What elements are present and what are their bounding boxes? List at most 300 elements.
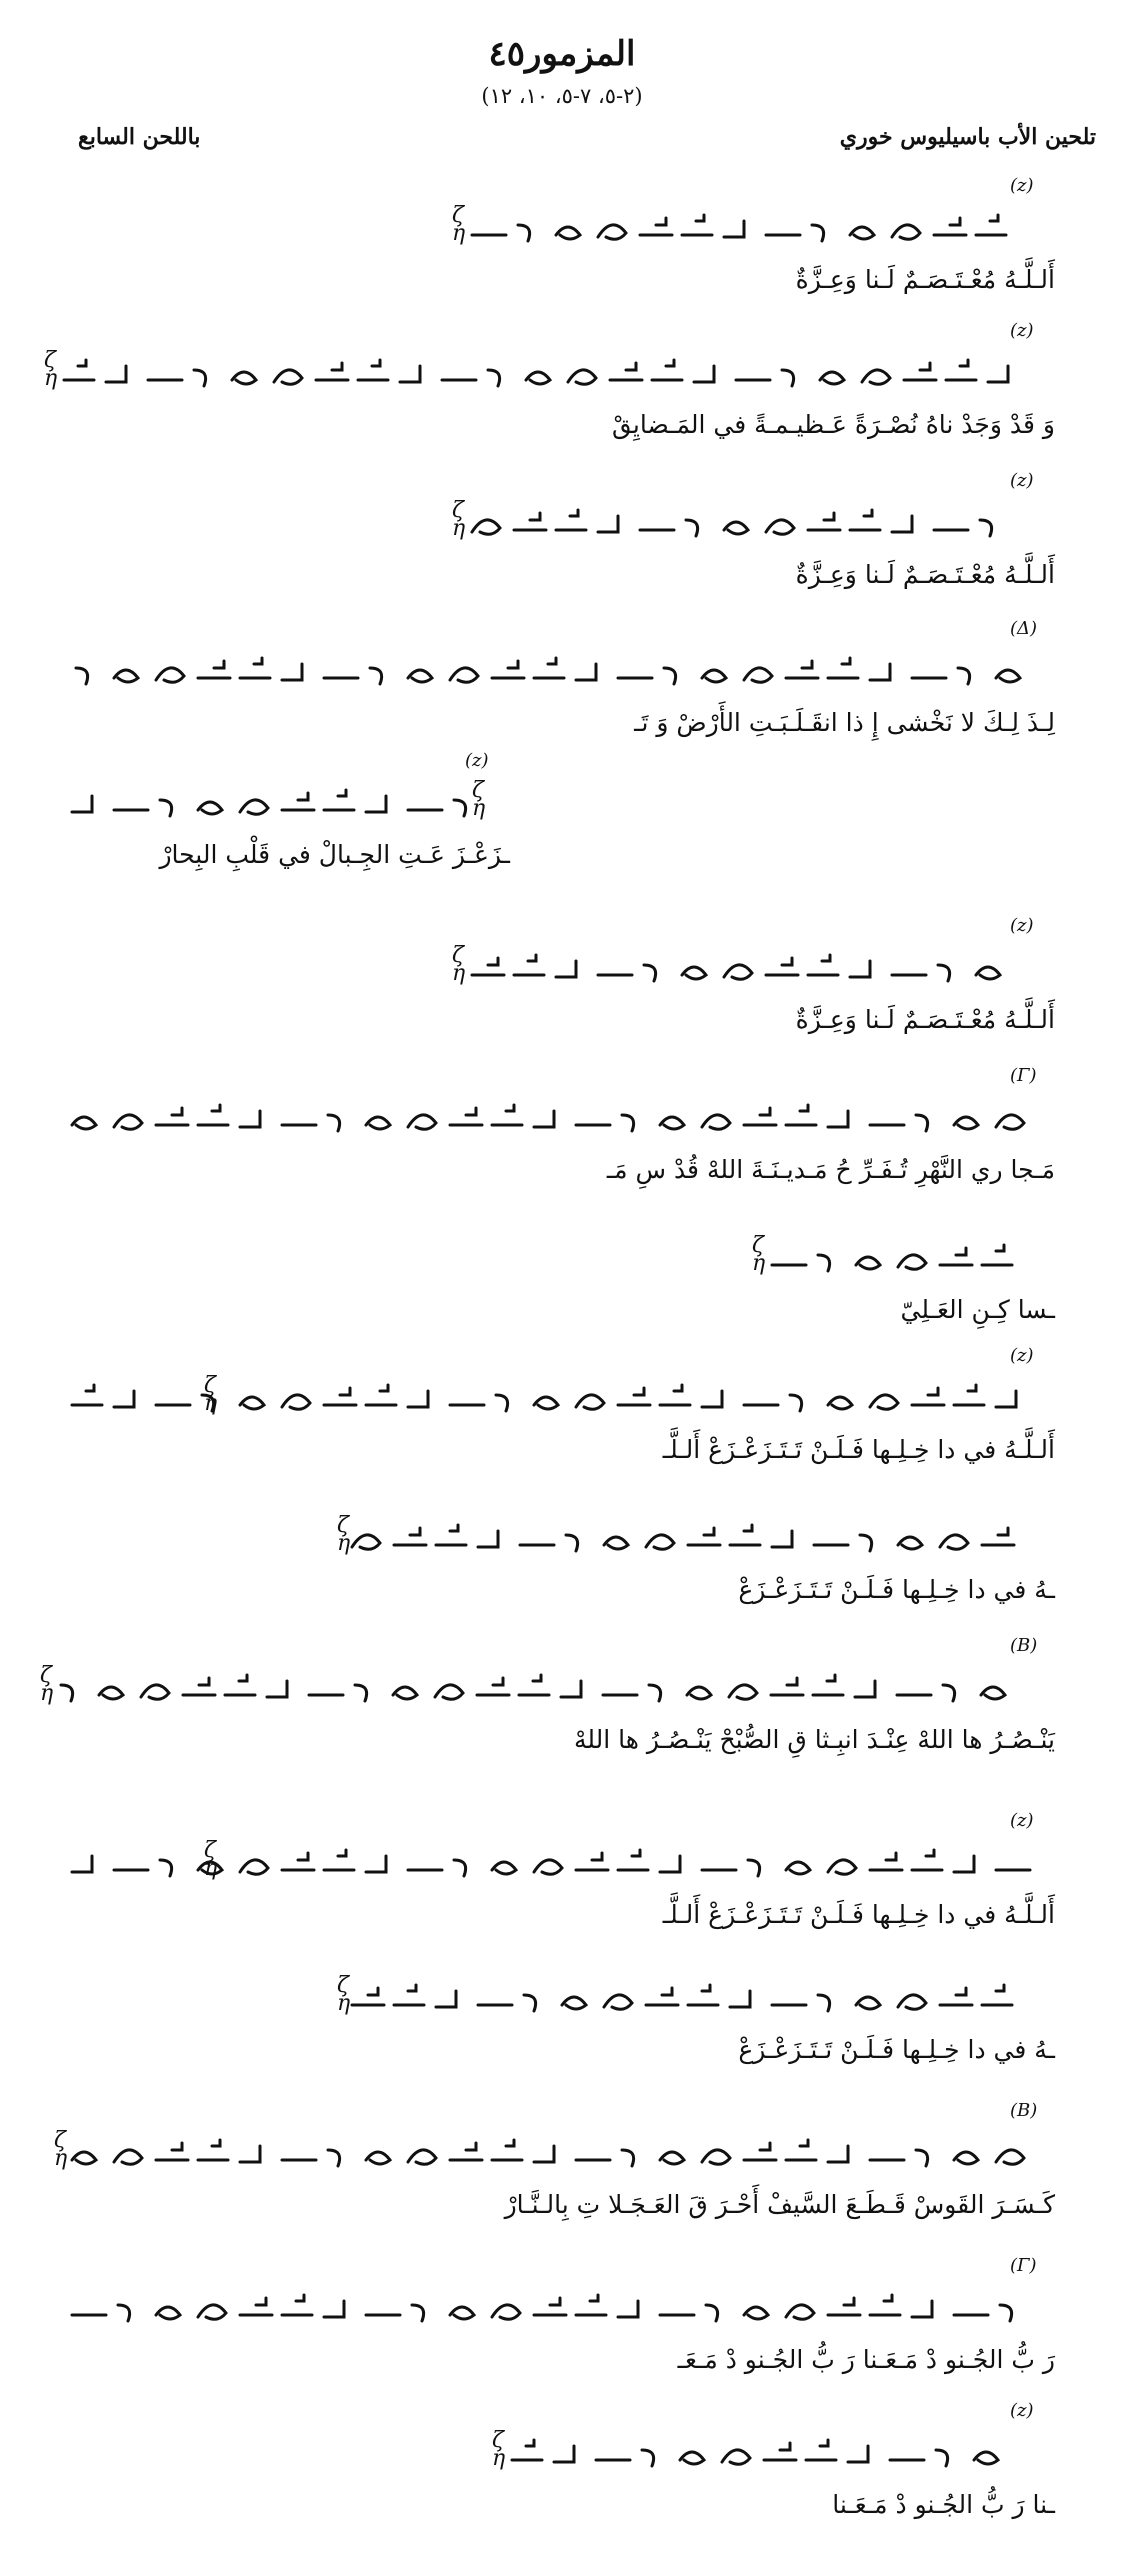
lyric-line: وَ قَدْ وَجَدْ ناهُ نُصْـرَةً عَـظيـمـةً في المَـضايِقْ (612, 410, 1055, 439)
neume-glyph (996, 1391, 1016, 1407)
neume-glyph (534, 1111, 554, 1127)
neume-glyph (808, 513, 840, 530)
verse-numbers: (٢-٥، ٧-٥، ١٠، ١٢) (481, 84, 643, 108)
mode-label: باللحن السابع (78, 124, 201, 150)
neume-glyph (870, 664, 890, 680)
neume-glyph (576, 1853, 608, 1870)
neume-glyph (996, 670, 1020, 682)
lyric-line: ـنا رَ بُّ الجُـنو دْ مَـعَـنا (832, 2490, 1055, 2519)
mode-signature-icon: ζ η (472, 778, 486, 821)
neume-glyph (566, 1535, 578, 1551)
neume-glyph (400, 366, 420, 382)
neume-glyph (454, 800, 466, 816)
neume-row (470, 925, 1055, 1005)
neume-glyph (240, 2146, 260, 2162)
neume-glyph (556, 510, 586, 530)
mode-signature-icon: ζ η (204, 1838, 218, 1881)
neume-glyph (813, 1675, 843, 1695)
neume-glyph (316, 363, 348, 380)
neume-row (70, 1355, 1055, 1435)
martyria-mark: (z) (1010, 1345, 1034, 1366)
neume-glyph (980, 520, 992, 536)
neume-glyph (646, 1535, 674, 1549)
neume-glyph (519, 1675, 549, 1695)
neume-glyph (576, 2295, 606, 2315)
neume-glyph (640, 218, 672, 235)
neume-glyph (848, 2446, 868, 2462)
neume-glyph (514, 513, 546, 530)
neume-glyph (355, 1685, 367, 1701)
mode-signature-icon: ζ η (492, 2428, 506, 2471)
lyric-line: كَـسَـرَ القَوسْ قَـطَـعَ السَّيفْ أَحْـرَ قَ العَـجَـلا تِ بِالـنَّـارْ (504, 2190, 1055, 2219)
neume-row (470, 480, 1055, 560)
neume-glyph (850, 961, 870, 977)
neume-glyph (366, 1385, 396, 1405)
lyric-line: أَلـلَّـهُ مُعْـتَـصَـمٌ لَـنا وَعِـزَّةٌ (795, 1005, 1055, 1034)
neume-glyph (660, 1385, 690, 1405)
neume-glyph (198, 1105, 228, 1125)
neume-glyph (702, 1115, 730, 1129)
neume-glyph (604, 1995, 632, 2009)
mode-signature-icon: ζ η (204, 1373, 218, 1416)
neume-glyph (892, 225, 920, 239)
neume-glyph (496, 1395, 508, 1411)
neume-glyph (114, 1391, 134, 1407)
neume-glyph (534, 1860, 562, 1874)
neume-glyph (610, 363, 642, 380)
neume-glyph (943, 1685, 955, 1701)
neume-glyph (870, 1853, 902, 1870)
martyria-mark: (z) (1010, 915, 1034, 936)
neume-glyph (492, 1862, 516, 1874)
neume-glyph (366, 1117, 390, 1129)
neume-glyph (744, 1108, 776, 1125)
neume-glyph (514, 955, 544, 975)
neume-row (62, 330, 1055, 410)
neume-glyph (352, 1988, 384, 2005)
page-title: المزمور٤٥ (488, 34, 636, 74)
neume-glyph (954, 2152, 978, 2164)
neume-glyph (72, 1117, 96, 1129)
neume-glyph (936, 2450, 948, 2466)
lyric-line: أَلـلَّـهُ مُعْـتَـصَـمٌ لَـنا وَعِـزَّةٌ (795, 560, 1055, 589)
neume-glyph (408, 1391, 428, 1407)
neume-glyph (862, 370, 890, 384)
neume-glyph (114, 2150, 142, 2164)
neume-glyph (198, 2140, 228, 2160)
neume-glyph (352, 1535, 380, 1549)
neume-glyph (912, 2301, 932, 2317)
neume-glyph (828, 1397, 852, 1409)
lyric-line: ـهُ في دا خِـلِـها فَـلَـنْ تَـتَـزَعْـزَعْ (738, 2035, 1055, 2064)
neume-glyph (454, 1860, 466, 1876)
neume-glyph (646, 1988, 678, 2005)
neume-glyph (393, 1687, 417, 1699)
lyric-line: أَلـلَّـهُ في دا خِـلِـها فَـلَـنْ تَـتَـزَعْـزَعْ أَلـلَّـ (662, 1435, 1055, 1464)
neume-glyph (828, 2146, 848, 2162)
neume-row (55, 1645, 1055, 1725)
martyria-mark: (Γ) (1010, 2255, 1037, 2276)
neume-glyph (682, 967, 706, 979)
neume-row (70, 2110, 1055, 2190)
neume-glyph (938, 965, 950, 981)
neume-glyph (618, 1850, 648, 1870)
neume-glyph (808, 955, 838, 975)
lyric-line: ـزَعْـزَ عَـتِ الجِـبالْ في قَلْبِ البِحارْ (159, 840, 510, 869)
neume-glyph (156, 2307, 180, 2319)
neume-glyph (576, 664, 596, 680)
neume-glyph (954, 1856, 974, 1872)
neume-row (70, 760, 510, 840)
neume-glyph (812, 225, 824, 241)
composer-credit: تلحين الأب باسيليوس خوري (839, 124, 1096, 150)
mode-signature-icon: ζ η (337, 1973, 351, 2016)
neume-glyph (688, 1528, 720, 1545)
neume-row (350, 1955, 1055, 2035)
mode-signature-icon: ζ η (452, 203, 466, 246)
neume-glyph (240, 1111, 260, 1127)
neume-row (770, 1215, 1055, 1295)
neume-glyph (114, 1115, 142, 1129)
neume-glyph (771, 1678, 803, 1695)
neume-glyph (408, 2150, 436, 2164)
mode-signature-icon: ζ η (54, 2128, 68, 2171)
neume-glyph (225, 1675, 255, 1695)
neume-row (70, 1075, 1055, 1155)
neume-glyph (492, 1105, 522, 1125)
neume-glyph (724, 522, 748, 534)
neume-glyph (860, 1535, 872, 1551)
neume-glyph (366, 796, 386, 812)
neume-glyph (946, 360, 976, 380)
neume-glyph (562, 1997, 586, 2009)
neume-glyph (898, 1995, 926, 2009)
neume-glyph (72, 2152, 96, 2164)
mode-signature-icon: ζ η (40, 1663, 54, 1706)
neume-glyph (988, 366, 1008, 382)
neume-row (70, 628, 1055, 708)
neume-glyph (534, 658, 564, 678)
martyria-mark: (z) (1010, 320, 1034, 341)
neume-glyph (328, 1115, 340, 1131)
neume-glyph (556, 227, 580, 239)
neume-glyph (622, 2150, 634, 2166)
neume-glyph (652, 360, 682, 380)
neume-glyph (232, 372, 256, 384)
neume-glyph (686, 520, 698, 536)
neume-glyph (598, 516, 618, 532)
neume-glyph (856, 1257, 880, 1269)
neume-glyph (892, 516, 912, 532)
neume-glyph (904, 363, 936, 380)
lyric-line: لِـذَ لِـكَ لا نَخْشى إِ ذا انقَـلَـبَـتِ الأَرْضْ وَ تَـ (634, 708, 1055, 737)
neume-glyph (534, 2298, 566, 2315)
neume-glyph (660, 2152, 684, 2164)
martyria-mark: (Γ) (1010, 1065, 1037, 1086)
neume-glyph (366, 1856, 386, 1872)
neume-glyph (702, 2150, 730, 2164)
neume-row (70, 1820, 1055, 1900)
neume-glyph (981, 1687, 1005, 1699)
neume-glyph (472, 520, 500, 534)
neume-glyph (526, 372, 550, 384)
neume-glyph (898, 1537, 922, 1549)
neume-glyph (820, 372, 844, 384)
neume-glyph (688, 1985, 718, 2005)
neume-glyph (436, 1991, 456, 2007)
neume-glyph (240, 800, 268, 814)
lyric-line: أَلـلَّـهُ في دا خِـلِـها فَـلَـنْ تَـتَـزَعْـزَعْ أَلـلَّـ (662, 1900, 1055, 1929)
neume-glyph (916, 1115, 928, 1131)
neume-glyph (198, 2305, 226, 2319)
neume-glyph (240, 1860, 268, 1874)
neume-glyph (912, 1850, 942, 1870)
neume-glyph (772, 1531, 792, 1547)
neume-glyph (940, 1248, 972, 1265)
neume-glyph (282, 1395, 310, 1409)
neume-glyph (664, 668, 676, 684)
neume-glyph (492, 2305, 520, 2319)
neume-glyph (450, 1108, 482, 1125)
mode-signature-icon: ζ η (452, 943, 466, 986)
neume-glyph (870, 1395, 898, 1409)
neume-glyph (976, 215, 1006, 235)
neume-glyph (722, 2450, 750, 2464)
neume-glyph (806, 2440, 836, 2460)
neume-glyph (818, 1995, 830, 2011)
neume-glyph (450, 2307, 474, 2319)
neume-glyph (160, 800, 172, 816)
neume-glyph (72, 796, 92, 812)
neume-glyph (198, 802, 222, 814)
neume-glyph (850, 227, 874, 239)
neume-glyph (766, 958, 798, 975)
neume-glyph (828, 1111, 848, 1127)
neume-glyph (786, 1105, 816, 1125)
neume-glyph (198, 661, 230, 678)
neume-glyph (114, 670, 138, 682)
neume-glyph (160, 1860, 172, 1876)
neume-glyph (64, 360, 94, 380)
neume-glyph (72, 1856, 92, 1872)
neume-glyph (99, 1687, 123, 1699)
neume-glyph (730, 1991, 750, 2007)
lyric-line: ـسا كِـنِ العَـلِيّ (900, 1295, 1055, 1324)
neume-glyph (492, 661, 524, 678)
neume-glyph (764, 2443, 796, 2460)
neume-glyph (786, 1862, 810, 1874)
neume-glyph (954, 1385, 984, 1405)
neume-glyph (702, 1391, 722, 1407)
neume-glyph (561, 1681, 581, 1697)
neume-glyph (604, 1537, 628, 1549)
neume-glyph (324, 1850, 354, 1870)
neume-glyph (370, 668, 382, 684)
neume-glyph (744, 2143, 776, 2160)
neume-glyph (786, 2305, 814, 2319)
neume-glyph (828, 1860, 856, 1874)
neume-glyph (183, 1678, 215, 1695)
neume-glyph (324, 2301, 344, 2317)
neume-glyph (730, 1525, 760, 1545)
neume-glyph (72, 1385, 102, 1405)
neume-glyph (744, 2307, 768, 2319)
neume-glyph (982, 1528, 1014, 1545)
mode-signature-icon: ζ η (452, 498, 466, 541)
neume-glyph (156, 668, 184, 682)
neume-glyph (958, 668, 970, 684)
neume-glyph (477, 1678, 509, 1695)
neume-glyph (274, 370, 302, 384)
neume-glyph (554, 2446, 574, 2462)
neume-glyph (644, 965, 656, 981)
neume-glyph (324, 1388, 356, 1405)
neume-glyph (974, 2452, 998, 2464)
lyric-line: مَـجا ري النَّهْرِ تُـفَـرِّ حُ مَـديـنَـةَ اللهْ قُدْ سِ مَـ (606, 1155, 1055, 1184)
neume-glyph (412, 2305, 424, 2321)
neume-row (510, 2410, 1055, 2490)
neume-glyph (472, 958, 504, 975)
neume-glyph (870, 2295, 900, 2315)
neume-glyph (518, 225, 530, 241)
lyric-line: رَ بُّ الجُـنو دْ مَـعَـنا رَ بُّ الجُـنو دْ مَـعَـ (677, 2345, 1055, 2374)
neume-glyph (534, 1397, 558, 1409)
lyric-line: أَلـلَّـهُ مُعْـتَـصَـمٌ لَـنا وَعِـزَّةٌ (795, 265, 1055, 294)
neume-glyph (556, 961, 576, 977)
neume-glyph (694, 366, 714, 382)
neume-glyph (748, 1860, 760, 1876)
neume-glyph (394, 1528, 426, 1545)
neume-glyph (790, 1395, 802, 1411)
martyria-mark: (z) (1010, 1810, 1034, 1831)
neume-glyph (702, 670, 726, 682)
neume-glyph (156, 2143, 188, 2160)
martyria-mark: (z) (1010, 175, 1034, 196)
martyria-mark: (z) (465, 750, 489, 771)
lyric-line: ـهُ في دا خِـلِـها فَـلَـنْ تَـتَـزَعْـزَعْ (738, 1575, 1055, 1604)
neume-glyph (598, 225, 626, 239)
neume-glyph (706, 2305, 718, 2321)
neume-glyph (618, 2301, 638, 2317)
neume-glyph (524, 1995, 536, 2011)
neume-glyph (240, 1397, 264, 1409)
mode-signature-icon: ζ η (337, 1513, 351, 1556)
neume-glyph (282, 793, 314, 810)
neume-glyph (76, 668, 88, 684)
neume-glyph (687, 1687, 711, 1699)
neume-glyph (766, 520, 794, 534)
neume-glyph (141, 1685, 169, 1699)
neume-glyph (1000, 2305, 1012, 2321)
neume-glyph (436, 1525, 466, 1545)
neume-glyph (492, 2140, 522, 2160)
neume-glyph (618, 1388, 650, 1405)
neume-glyph (729, 1685, 757, 1699)
neume-glyph (828, 658, 858, 678)
neume-glyph (724, 965, 752, 979)
neume-glyph (282, 2295, 312, 2315)
neume-glyph (786, 2140, 816, 2160)
neume-glyph (61, 1685, 73, 1701)
neume-glyph (898, 1255, 926, 1269)
neume-glyph (660, 1117, 684, 1129)
neume-glyph (934, 218, 966, 235)
neume-glyph (408, 670, 432, 682)
neume-glyph (622, 1115, 634, 1131)
mode-signature-icon: ζ η (752, 1233, 766, 1276)
neume-glyph (996, 2150, 1024, 2164)
neume-glyph (782, 370, 794, 386)
neume-row (470, 185, 1055, 265)
neume-glyph (642, 2450, 654, 2466)
neume-glyph (324, 790, 354, 810)
neume-glyph (534, 2146, 554, 2162)
neume-glyph (856, 1997, 880, 2009)
neume-glyph (850, 510, 880, 530)
neume-glyph (267, 1681, 287, 1697)
neume-glyph (450, 2143, 482, 2160)
neume-glyph (916, 2150, 928, 2166)
neume-glyph (394, 1985, 424, 2005)
martyria-mark: (B) (1010, 2100, 1038, 2121)
neume-glyph (940, 1988, 972, 2005)
neume-glyph (940, 1535, 968, 1549)
martyria-mark: (z) (1010, 470, 1034, 491)
neume-glyph (680, 2452, 704, 2464)
mode-signature-icon: ζ η (44, 348, 58, 391)
neume-glyph (118, 2305, 130, 2321)
neume-glyph (649, 1685, 661, 1701)
neume-glyph (568, 370, 596, 384)
neume-glyph (282, 1853, 314, 1870)
neume-glyph (954, 1117, 978, 1129)
neume-glyph (912, 1388, 944, 1405)
neume-glyph (996, 1115, 1024, 1129)
neume-glyph (828, 2298, 860, 2315)
martyria-mark: (Δ) (1010, 618, 1038, 639)
lyric-line: يَنْـصُـرُ ها اللهْ عِنْـدَ انبِـثا قِ الصُّبْحْ يَنْـصُـرُ ها اللهْ (573, 1725, 1055, 1754)
neume-glyph (282, 664, 302, 680)
neume-glyph (408, 1115, 436, 1129)
neume-glyph (744, 668, 772, 682)
neume-glyph (156, 1108, 188, 1125)
neume-glyph (982, 1245, 1012, 1265)
neume-glyph (512, 2440, 542, 2460)
neume-row (350, 1495, 1055, 1575)
neume-glyph (786, 661, 818, 678)
neume-glyph (682, 215, 712, 235)
neume-glyph (982, 1985, 1012, 2005)
neume-row (70, 2265, 1055, 2345)
neume-glyph (358, 360, 388, 380)
neume-glyph (328, 2150, 340, 2166)
neume-glyph (488, 370, 500, 386)
neume-glyph (576, 1395, 604, 1409)
neume-glyph (818, 1255, 830, 1271)
neume-glyph (240, 2298, 272, 2315)
martyria-mark: (B) (1010, 1635, 1038, 1656)
neume-glyph (976, 967, 1000, 979)
martyria-mark: (z) (1010, 2400, 1034, 2421)
neume-glyph (450, 668, 478, 682)
neume-glyph (194, 370, 206, 386)
neume-glyph (478, 1531, 498, 1547)
neume-glyph (855, 1681, 875, 1697)
neume-glyph (240, 658, 270, 678)
neume-glyph (435, 1685, 463, 1699)
neume-glyph (106, 366, 126, 382)
neume-glyph (366, 2152, 390, 2164)
